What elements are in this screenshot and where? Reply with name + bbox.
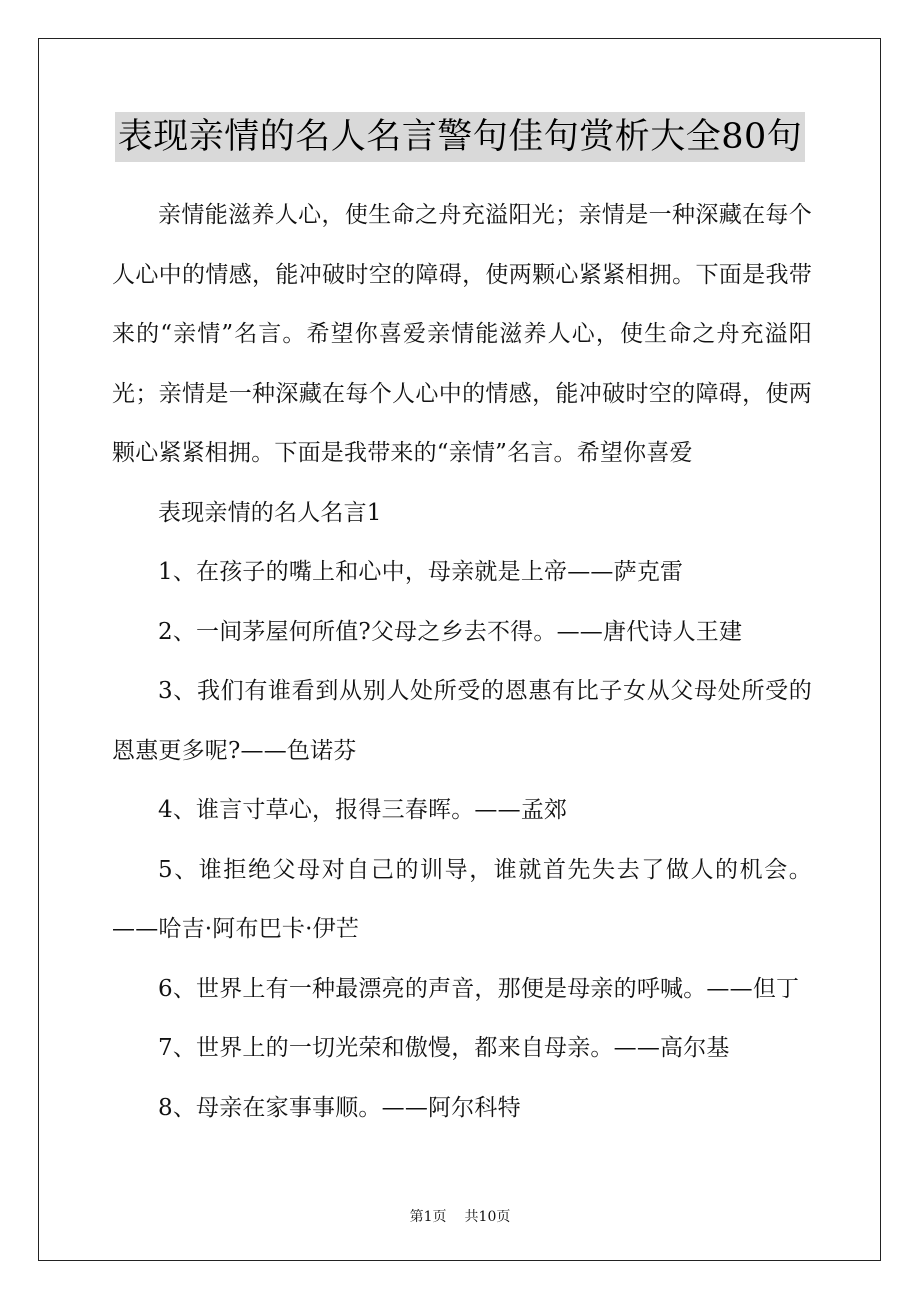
page-total: 共10页 xyxy=(464,1209,511,1225)
page-footer xyxy=(0,1206,920,1226)
quote-item: 8、母亲在家事事顺。——阿尔科特 xyxy=(158,1094,521,1121)
intro-paragraph: 亲情能滋养人心，使生命之舟充溢阳光；亲情是一种深藏在每个人心中的情感，能冲破时空的障碍，使两颗心紧紧相拥。下面是我带来的“亲情”名言。希望你喜爱亲情能滋养人心，使生命之舟充溢阳光；亲情是一种深藏在每个人心中的情感，能冲破时空的障碍，使两颗心紧紧相拥。下面是我带来的“亲情”名言。希望你喜爱 xyxy=(112,202,812,466)
quote-item: 7、世界上的一切光荣和傲慢，都来自母亲。——高尔基 xyxy=(158,1035,730,1061)
document-title: 表现亲情的名人名言警句佳句赏析大全80句 xyxy=(115,112,806,162)
document-body xyxy=(112,186,812,1138)
quote-item: 5、谁拒绝父母对自己的训导，谁就首先失去了做人的机会。——哈吉·阿布巴卡·伊芒 xyxy=(112,856,812,942)
title-container xyxy=(0,112,920,162)
quote-item: 4、谁言寸草心，报得三春晖。——孟郊 xyxy=(158,797,568,823)
quote-item: 3、我们有谁看到从别人处所受的恩惠有比子女从父母处所受的恩惠更多呢?——色诺芬 xyxy=(112,678,812,764)
quote-item: 1、在孩子的嘴上和心中，母亲就是上帝——萨克雷 xyxy=(158,559,684,585)
quote-item: 2、一间茅屋何所值?父母之乡去不得。——唐代诗人王建 xyxy=(158,618,743,645)
quote-item: 6、世界上有一种最漂亮的声音，那便是母亲的呼喊。——但丁 xyxy=(158,975,800,1002)
section-heading: 表现亲情的名人名言1 xyxy=(158,499,382,526)
page-number: 第1页 xyxy=(409,1209,447,1225)
